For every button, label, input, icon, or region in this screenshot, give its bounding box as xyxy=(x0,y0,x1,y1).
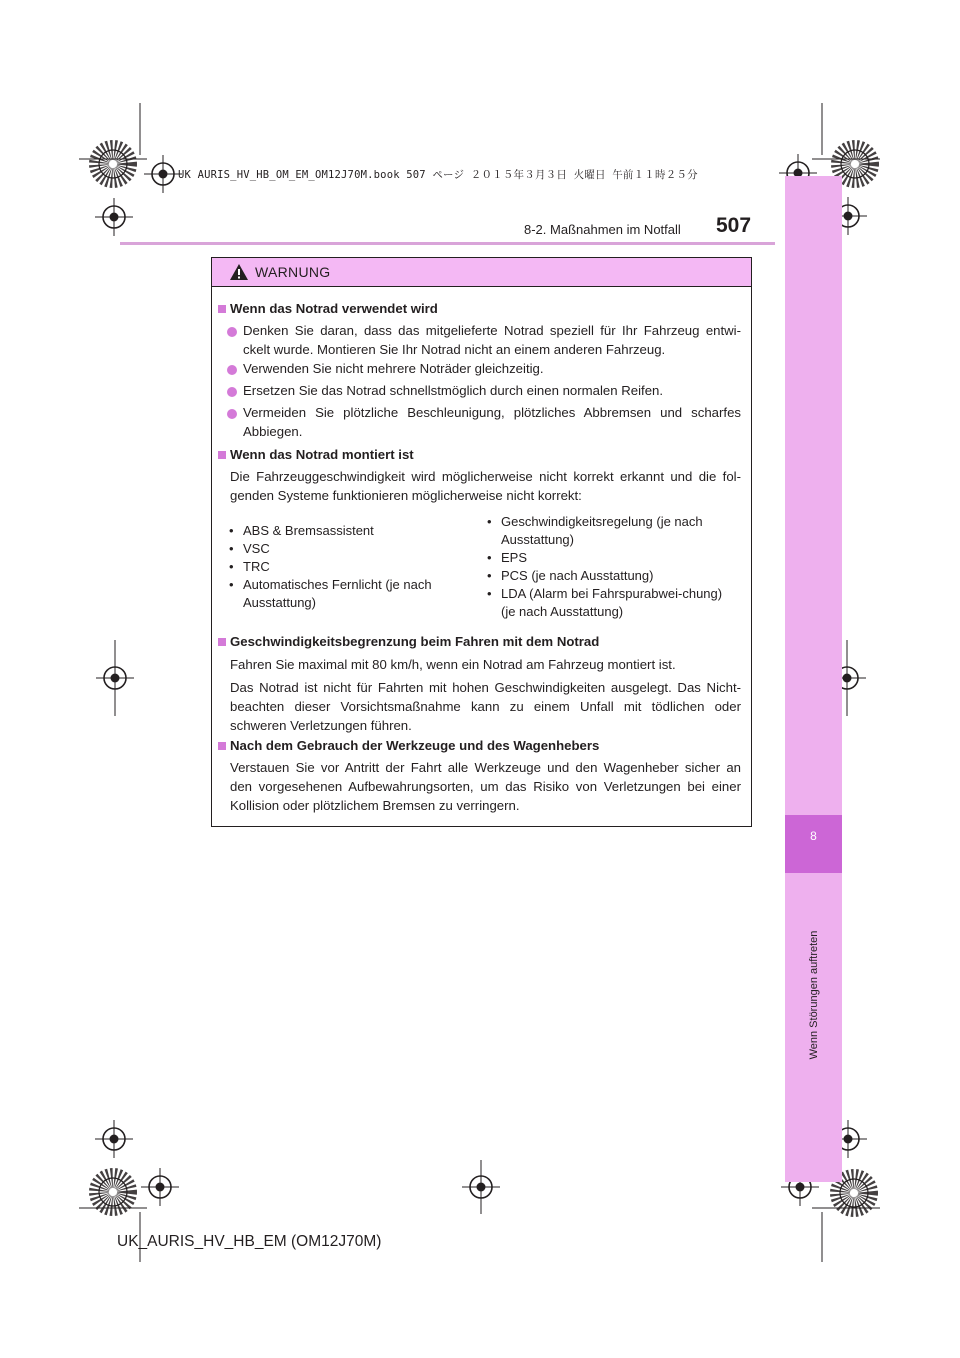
print-file-info: UK AURIS_HV_HB_OM_EM_OM12J70M.book 507 ページ ２０１５年３月３日 火曜日 午前１１時２５分 xyxy=(178,169,698,181)
chapter-tab-block xyxy=(785,815,842,873)
section-heading: Geschwindigkeitsbegrenzung beim Fahren mit dem Notrad xyxy=(230,634,600,649)
square-bullet-icon xyxy=(218,638,226,646)
paragraph-text: schweren Verletzungen führen. xyxy=(230,718,412,733)
square-bullet-icon xyxy=(218,451,226,459)
registration-mark-icon xyxy=(95,1120,133,1158)
round-bullet-icon xyxy=(227,365,237,375)
header-rule xyxy=(120,242,775,245)
bullet-text: Verwenden Sie nicht mehrere Noträder gleichzeitig. xyxy=(243,361,544,376)
paragraph-text: Fahren Sie maximal mit 80 km/h, wenn ein Notrad am Fahrzeug montiert ist. xyxy=(230,657,676,672)
bullet-text: ckelt wurde. Montieren Sie Ihr Notrad nicht an einem anderen Fahrzeug. xyxy=(243,342,666,357)
list-item: • Automatisches Fernlicht (je nach Ausstattung) xyxy=(229,576,469,612)
paragraph-text: Das Notrad ist nicht für Fahrten mit hohen Geschwindigkeiten ausgelegt. Das Nicht- xyxy=(230,680,741,695)
color-bar-target-icon xyxy=(99,1178,127,1206)
warning-box xyxy=(211,257,752,827)
section-heading: Nach dem Gebrauch der Werkzeuge und des Wagenhebers xyxy=(230,738,600,753)
warning-triangle-icon xyxy=(229,263,249,281)
section-heading: Wenn das Notrad montiert ist xyxy=(230,447,414,462)
paragraph-text: den vorgesehenen Aufbewahrungsorten, um das Risiko von Verletzungen bei einer xyxy=(230,779,741,794)
warning-header xyxy=(212,258,751,287)
color-bar-target-icon xyxy=(840,1179,868,1207)
systems-list-left xyxy=(229,522,469,612)
chapter-number: 8 xyxy=(810,829,817,843)
page-number: 507 xyxy=(716,214,752,237)
color-bar-target-icon xyxy=(99,150,127,178)
registration-mark-icon xyxy=(95,198,133,236)
square-bullet-icon xyxy=(218,305,226,313)
round-bullet-icon xyxy=(227,387,237,397)
registration-mark-icon xyxy=(141,1168,179,1206)
bullet-text: Abbiegen. xyxy=(243,424,303,439)
paragraph-text: Kollision oder plötzlichem Bremsen zu verringern. xyxy=(230,798,520,813)
paragraph-text: genden Systeme funktionieren möglicherweise nicht korrekt: xyxy=(230,488,582,503)
bullet-text: Denken Sie daran, dass das mitgelieferte Notrad speziell für Ihr Fahrzeug entwi- xyxy=(243,323,741,338)
square-bullet-icon xyxy=(218,742,226,750)
list-item: • PCS (je nach Ausstattung) xyxy=(487,567,729,585)
list-item: • EPS xyxy=(487,549,729,567)
list-item: • ABS & Bremsassistent xyxy=(229,522,469,540)
bullet-text: Ersetzen Sie das Notrad schnellstmöglich durch einen normalen Reifen. xyxy=(243,383,664,398)
bullet-text: Vermeiden Sie plötzliche Beschleunigung, plötzliches Abbremsen und scharfes xyxy=(243,405,741,420)
round-bullet-icon xyxy=(227,409,237,419)
document-code: UK_AURIS_HV_HB_EM (OM12J70M) xyxy=(117,1233,382,1250)
section-title: 8-2. Maßnahmen im Notfall xyxy=(524,222,681,237)
paragraph-text: Verstauen Sie vor Antritt der Fahrt alle Werkzeuge und den Wagenheber sicher an xyxy=(230,760,741,775)
warning-title: WARNUNG xyxy=(255,264,331,280)
color-bar-target-icon xyxy=(841,150,869,178)
paragraph-text: Die Fahrzeuggeschwindigkeit wird möglicherweise nicht korrekt erkannt und die fol- xyxy=(230,469,741,484)
list-item: • Geschwindigkeitsregelung (je nach Ausstattung) xyxy=(487,513,729,549)
list-item: • VSC xyxy=(229,540,469,558)
chapter-title: Wenn Störungen auftreten xyxy=(808,930,820,1060)
section-heading: Wenn das Notrad verwendet wird xyxy=(230,301,438,316)
round-bullet-icon xyxy=(227,327,237,337)
list-item: • TRC xyxy=(229,558,469,576)
paragraph-text: beachten dieser Vorsichtsmaßnahme kann zu einem Unfall mit tödlichen oder xyxy=(230,699,741,714)
systems-list-right xyxy=(487,513,729,621)
registration-mark-icon xyxy=(144,155,182,193)
list-item: • LDA (Alarm bei Fahrspurabwei-chung) (je nach Ausstattung) xyxy=(487,585,729,621)
